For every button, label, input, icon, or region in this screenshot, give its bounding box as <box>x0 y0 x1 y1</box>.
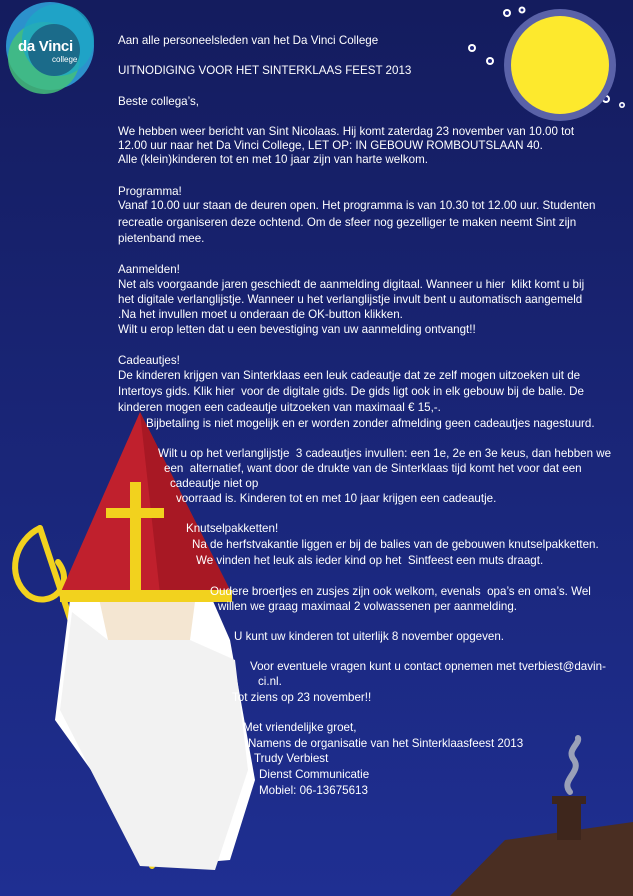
deadline-line: U kunt uw kinderen tot uiterlijk 8 november opgeven. <box>234 630 505 643</box>
knutsel-heading: Knutselpakketten! <box>186 522 279 535</box>
aanmelden-line: het digitale verlanglijstje. Wanneer u het verlanglijstje invult bent u automatisch aangemeld <box>118 293 583 306</box>
ouders-line: willen we graag maximaal 2 volwassenen per aanmelding. <box>218 600 518 613</box>
closing-line: Namens de organisatie van het Sinterklaasfeest 2013 <box>248 737 524 750</box>
verlang-line: een alternatief, want door de drukte van de Sinterklaas tijd komt het voor dat een <box>164 462 582 475</box>
aanmelden-line: Wilt u erop letten dat u een bevestiging van uw aanmelding ontvangt!! <box>118 323 476 336</box>
closing-line: Dienst Communicatie <box>259 768 370 781</box>
ouders-line: Oudere broertjes en zusjes zijn ook welkom, evenals opa’s en oma’s. Wel <box>210 585 591 598</box>
verlang-line: cadeautje niet op <box>170 477 259 490</box>
closing-line: Trudy Verbiest <box>254 752 329 765</box>
moon <box>504 9 616 121</box>
vragen-line: Voor eventuele vragen kunt u contact opnemen met tverbiest@davin- <box>250 660 606 673</box>
knutsel-line: We vinden het leuk als ieder kind op het Sintfeest een muts draagt. <box>196 554 544 567</box>
addressee: Aan alle personeelsleden van het Da Vinci College <box>118 34 379 47</box>
intro-line: Alle (klein)kinderen tot en met 10 jaar zijn van harte welkom. <box>118 153 428 166</box>
closing-line: Met vriendelijke groet, <box>243 721 357 734</box>
intro-line: We hebben weer bericht van Sint Nicolaas. Hij komt zaterdag 23 november van 10.00 tot <box>118 125 575 138</box>
verlang-line: Wilt u op het verlanglijstje 3 cadeautjes invullen: een 1e, 2e en 3e keus, dan hebben we <box>158 447 612 460</box>
cadeautjes-line: De kinderen krijgen van Sinterklaas een leuk cadeautje dat ze zelf mogen uitzoeken uit de <box>118 369 581 382</box>
invitation-title: UITNODIGING VOOR HET SINTERKLAAS FEEST 2013 <box>118 64 412 77</box>
aanmelden-line: Net als voorgaande jaren geschiedt de aanmelding digitaal. Wanneer u hier klikt komt u bij <box>118 278 585 291</box>
programma-line: pietenband mee. <box>118 232 205 245</box>
aanmelden-heading: Aanmelden! <box>118 263 180 276</box>
vragen-line: ci.nl. <box>258 675 282 688</box>
programma-heading: Programma! <box>118 185 182 198</box>
cadeautjes-line: Intertoys gids. Klik hier voor de digitale gids. De gids ligt ook in elk gebouw bij de balie. De <box>118 385 584 398</box>
programma-line: Vanaf 10.00 uur staan de deuren open. Het programma is van 10.30 tot 12.00 uur. Studenten <box>118 199 596 212</box>
cadeautjes-line: Bijbetaling is niet mogelijk en er worden zonder afmelding geen cadeautjes nagestuurd. <box>146 417 595 430</box>
cadeautjes-line: kinderen mogen een cadeautje uitzoeken van maximaal € 15,-. <box>118 401 441 414</box>
cadeautjes-heading: Cadeautjes! <box>118 354 180 367</box>
knutsel-line: Na de herfstvakantie liggen er bij de balies van de gebouwen knutselpakketten. <box>192 538 599 551</box>
verlang-line: voorraad is. Kinderen tot en met 10 jaar krijgen een cadeautje. <box>176 492 497 505</box>
aanmelden-line: .Na het invullen moet u onderaan de OK-button klikken. <box>118 308 403 321</box>
logo-text: da Vinci <box>18 38 73 55</box>
greeting: Beste collega’s, <box>118 95 199 108</box>
logo-subtext: college <box>52 55 78 64</box>
closing-line: Mobiel: 06-13675613 <box>259 784 368 797</box>
programma-line: recreatie organiseren deze ochtend. Om de sfeer nog gezelliger te maken neemt Sint zijn <box>118 216 577 229</box>
tot-ziens: Tot ziens op 23 november!! <box>232 691 372 704</box>
intro-line: 12.00 uur naar het Da Vinci College, LET OP: IN GEBOUW ROMBOUTSLAAN 40. <box>118 139 543 152</box>
